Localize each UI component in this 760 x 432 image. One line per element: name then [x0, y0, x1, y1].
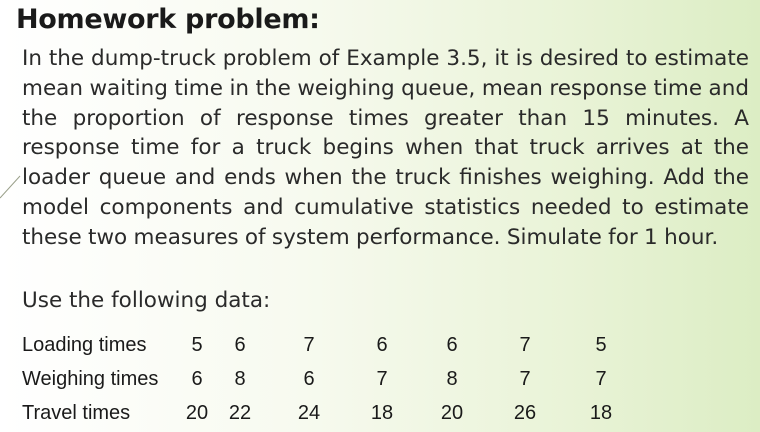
- page-title: Homework problem:: [16, 4, 320, 35]
- table-cell: 20: [440, 401, 464, 424]
- table-cell: 5: [191, 333, 203, 356]
- table-cell: 7: [519, 333, 531, 356]
- use-data-label: Use the following data:: [22, 288, 271, 313]
- row-label: Travel times: [22, 401, 131, 424]
- table-cell: 7: [595, 367, 607, 390]
- table-cell: 24: [297, 401, 321, 424]
- table-cell: 18: [370, 401, 394, 424]
- row-label: Weighing times: [22, 367, 159, 390]
- table-row: [22, 362, 640, 396]
- table-cell: 6: [303, 367, 315, 390]
- table-cell: 6: [191, 367, 203, 390]
- table-cell: 6: [234, 333, 246, 356]
- table-cell: 8: [234, 367, 246, 390]
- table-cell: 26: [513, 401, 537, 424]
- table-cell: 7: [376, 367, 388, 390]
- table-cell: 7: [303, 333, 315, 356]
- table-row: [22, 396, 640, 430]
- table-cell: 6: [446, 333, 458, 356]
- table-row: [22, 328, 640, 362]
- problem-statement: In the dump-truck problem of Example 3.5, it is desired to estimate mean waiting time in the weighing queue, mean response time and the proportion of response times greater than 15 minutes. A response time for a truck begins when that truck arrives at the loader queue and ends when the truck finishes weighing. Add the model components and cumulative statistics needed to estimate these two measures of system performance. Simulate for 1 hour.: [22, 46, 749, 250]
- table-cell: 20: [185, 401, 209, 424]
- table-cell: 22: [228, 401, 252, 424]
- row-label: Loading times: [22, 333, 147, 356]
- table-cell: 18: [589, 401, 613, 424]
- table-cell: 8: [446, 367, 458, 390]
- table-cell: 6: [376, 333, 388, 356]
- data-table: [22, 328, 640, 430]
- table-cell: 7: [519, 367, 531, 390]
- table-cell: 5: [595, 333, 607, 356]
- decorative-line: [0, 170, 22, 200]
